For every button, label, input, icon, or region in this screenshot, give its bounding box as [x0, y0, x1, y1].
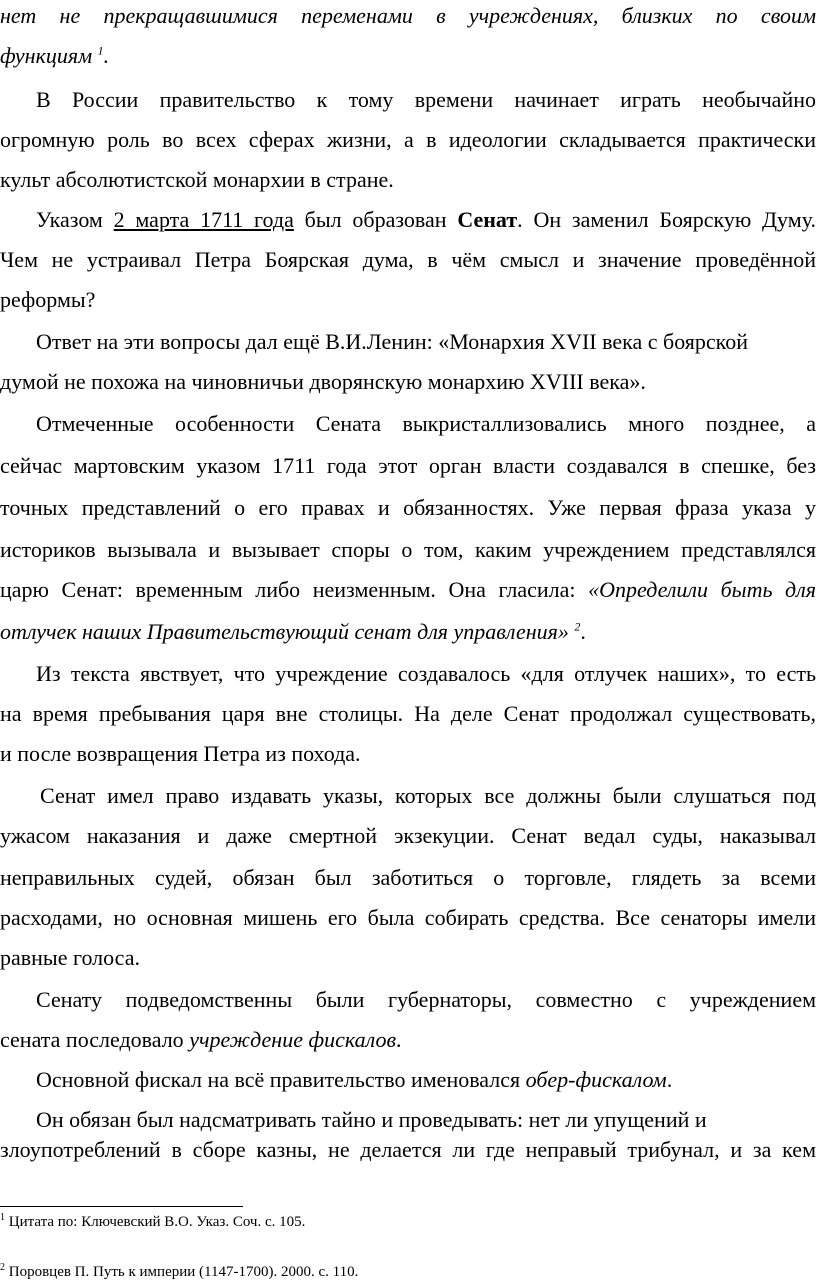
text-span: расходами, но основная мишень его была собирать средства. Все сенаторы имели: [0, 905, 816, 930]
text-line: [0, 86, 816, 114]
text-line: [0, 42, 816, 70]
text-span: Чем не устраивал Петра Боярская дума, в чём смысл и значение проведённой: [0, 247, 816, 272]
text-line: [0, 286, 816, 314]
text-span: .: [396, 1027, 402, 1052]
text-line: [0, 822, 816, 850]
text-span: Отмеченные особенности Сената выкристаллизовались много позднее, а: [36, 411, 816, 436]
text-line: [0, 368, 816, 396]
text-span: реформы?: [0, 287, 96, 312]
text-line: [0, 618, 816, 646]
text-span: царю Сенат: временным либо неизменным. Она гласила:: [0, 577, 589, 602]
text-span: культ абсолютистской монархии в стране.: [0, 167, 394, 192]
italic-term: обер-фискалом: [525, 1067, 667, 1092]
text-line: [0, 536, 816, 564]
text-line: [0, 328, 816, 356]
text-line: [0, 1136, 816, 1164]
text-span: ужасом наказания и даже смертной экзекуции. Сенат ведал суды, наказывал: [0, 823, 816, 848]
text-line: [0, 904, 816, 932]
text-span: .: [580, 619, 586, 644]
text-span: . Он заменил Боярскую Думу.: [517, 207, 816, 232]
text-line: [0, 1026, 816, 1054]
text-line: [0, 576, 816, 604]
text-span: историков вызывала и вызывает споры о том, каким учреждением представлялся: [0, 537, 816, 562]
text-span: нет не прекращавшимися переменами в учреждениях, близких по своим: [0, 3, 816, 28]
text-line: [0, 2, 816, 30]
italic-term: учреждение фискалов: [189, 1027, 397, 1052]
footnote: [0, 1262, 358, 1282]
text-span: был образован: [293, 207, 458, 232]
text-line: [0, 494, 816, 522]
text-span: .: [103, 43, 110, 68]
text-span: Ответ на эти вопросы дал ещё В.И.Ленин: «Монархия XVII века с боярской: [36, 329, 749, 354]
footnote-separator: [0, 1206, 243, 1207]
text-line: [0, 864, 816, 892]
text-span: Сенат имел право издавать указы, которых все должны были слушаться под: [40, 783, 816, 808]
text-span: Сенату подведомственны были губернаторы, совместно с учреждением: [36, 987, 816, 1012]
text-line: [0, 1066, 816, 1094]
footnote-mark: 1: [0, 1212, 5, 1223]
text-span: .: [666, 1067, 673, 1092]
footnote-ref[interactable]: 2: [574, 619, 581, 634]
text-line: [0, 410, 816, 438]
text-line: [0, 700, 816, 728]
text-line: [0, 660, 816, 688]
text-line: [0, 126, 816, 154]
text-span: равные голоса.: [0, 945, 140, 970]
footnote-text: Цитата по: Ключевский В.О. Указ. Соч. с. 105.: [5, 1214, 306, 1230]
text-line: [0, 206, 816, 234]
text-span: злоупотреблений в сборе казны, не делается ли где неправый трибунал, и за кем: [0, 1137, 816, 1162]
text-line: [0, 782, 816, 810]
text-line: [0, 740, 816, 768]
text-span: точных представлений о его правах и обязанностях. Уже первая фраза указа у: [0, 495, 816, 520]
text-span: функциям: [0, 43, 93, 68]
text-span: Основной фискал на всё правительство именовался: [36, 1067, 526, 1092]
decree-quote: «Определили быть для: [588, 577, 816, 602]
footnote-ref[interactable]: 1: [97, 43, 104, 58]
text-span: сейчас мартовским указом 1711 года этот орган власти создавался в спешке, без: [0, 453, 816, 478]
text-line: [0, 944, 816, 972]
text-line: [0, 452, 816, 480]
text-span: Он обязан был надсматривать тайно и проведывать: нет ли упущений и: [36, 1107, 707, 1132]
text-span: и после возвращения Петра из похода.: [0, 741, 361, 766]
text-line: [0, 246, 816, 274]
footnote-text: Поровцев П. Путь к империи (1147-1700). 2000. с. 110.: [5, 1264, 359, 1280]
text-span: сената последовало: [0, 1027, 190, 1052]
text-line: [0, 1106, 816, 1134]
text-span: В России правительство к тому времени начинает играть необычайно: [36, 87, 816, 112]
text-line: [0, 986, 816, 1014]
text-span: Из текста явствует, что учреждение создавалось «для отлучек наших», то есть: [36, 661, 816, 686]
footnote-mark: 2: [0, 1262, 5, 1273]
date-link[interactable]: 2 марта 1711 года: [113, 207, 294, 232]
text-line: [0, 166, 816, 194]
footnote: [0, 1212, 305, 1232]
text-span: на время пребывания царя вне столицы. На деле Сенат продолжал существовать,: [0, 701, 816, 726]
text-span: думой не похожа на чиновничьи дворянскую монархию XVIII века».: [0, 369, 646, 394]
text-span: огромную роль во всех сферах жизни, а в идеологии складывается практически: [0, 127, 816, 152]
bold-term: Сенат: [457, 207, 518, 232]
text-span: Указом: [36, 207, 114, 232]
decree-quote: отлучек наших Правительствующий сенат для управления»: [0, 619, 569, 644]
text-span: неправильных судей, обязан был заботиться о торговле, глядеть за всеми: [0, 865, 816, 890]
